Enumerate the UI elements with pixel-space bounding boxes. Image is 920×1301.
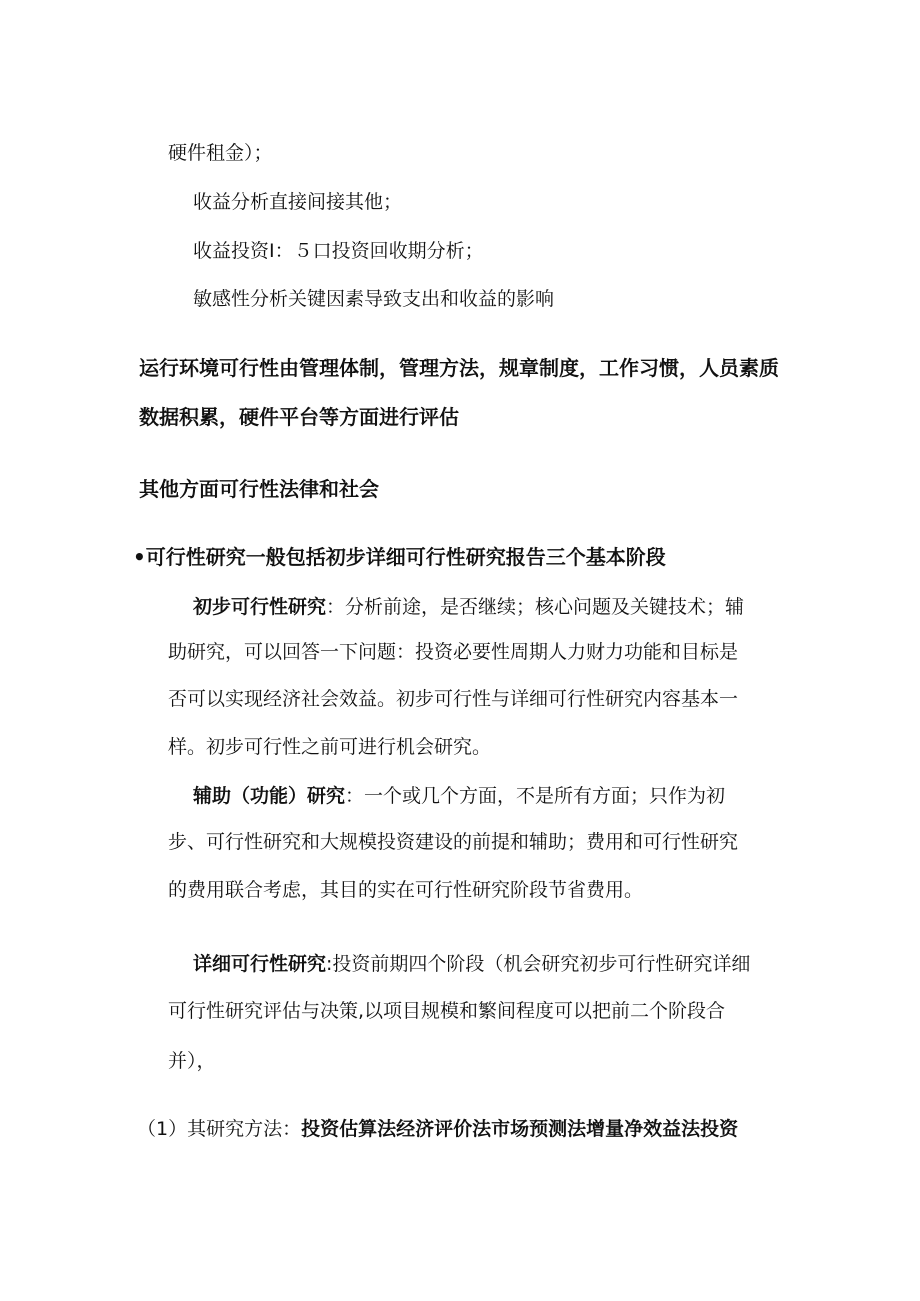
- text-line: 可行性研究评估与决策,以项目规模和繁间程度可以把前二个阶段合: [168, 1000, 726, 1022]
- section-text: :投资前期四个阶段（机会研究初步可行性研究详细: [326, 953, 751, 975]
- section-term: 初步可行性研究: [193, 596, 327, 618]
- text-line: 助研究，可以回答一下问题：投资必要性周期人力财力功能和目标是: [168, 641, 739, 663]
- text-line: [193, 787, 725, 806]
- method-list: 投资估算法经济评价法市场预测法增量净效益法投资: [301, 1118, 739, 1140]
- section-term: 详细可行性研究: [193, 953, 327, 975]
- text-line: 否可以实现经济社会效益。初步可行性与详细可行性研究内容基本一: [168, 688, 739, 710]
- section-term: 辅助（功能）研究: [193, 785, 346, 807]
- text-line: [137, 1120, 738, 1139]
- text-line: 敏感性分析关键因素导致支出和收益的影响: [193, 288, 555, 310]
- paragraph-heading: 其他方面可行性法律和社会: [139, 477, 379, 501]
- paragraph-heading: 数据积累，硬件平台等方面进行评估: [139, 405, 459, 429]
- text-line: 并），: [168, 1050, 216, 1072]
- text-line: 硬件租金）；: [168, 142, 273, 164]
- method-label: （1）其研究方法：: [137, 1118, 302, 1140]
- paragraph-heading: 运行环境可行性由管理体制，管理方法，规章制度，工作习惯，人员素质: [139, 356, 779, 380]
- text-line: 收益分析直接间接其他；: [193, 191, 403, 213]
- bullet-heading: •可行性研究一般包括初步详细可行性研究报告三个基本阶段: [133, 545, 666, 569]
- text-line: [193, 955, 750, 974]
- text-line: 步、可行性研究和大规模投资建设的前提和辅助；费用和可行性研究: [168, 831, 739, 853]
- section-text: ：分析前途，是否继续；核心问题及关键技术；辅: [326, 596, 745, 618]
- text-line: 的费用联合考虑，其目的实在可行性研究阶段节省费用。: [168, 879, 644, 901]
- text-line: 收益投资Ⅰ：５口投资回收期分析；: [193, 240, 484, 262]
- section-text: ：一个或几个方面，不是所有方面；只作为初: [345, 785, 726, 807]
- text-line: [193, 598, 744, 617]
- text-line: 样。初步可行性之前可进行机会研究。: [168, 736, 492, 758]
